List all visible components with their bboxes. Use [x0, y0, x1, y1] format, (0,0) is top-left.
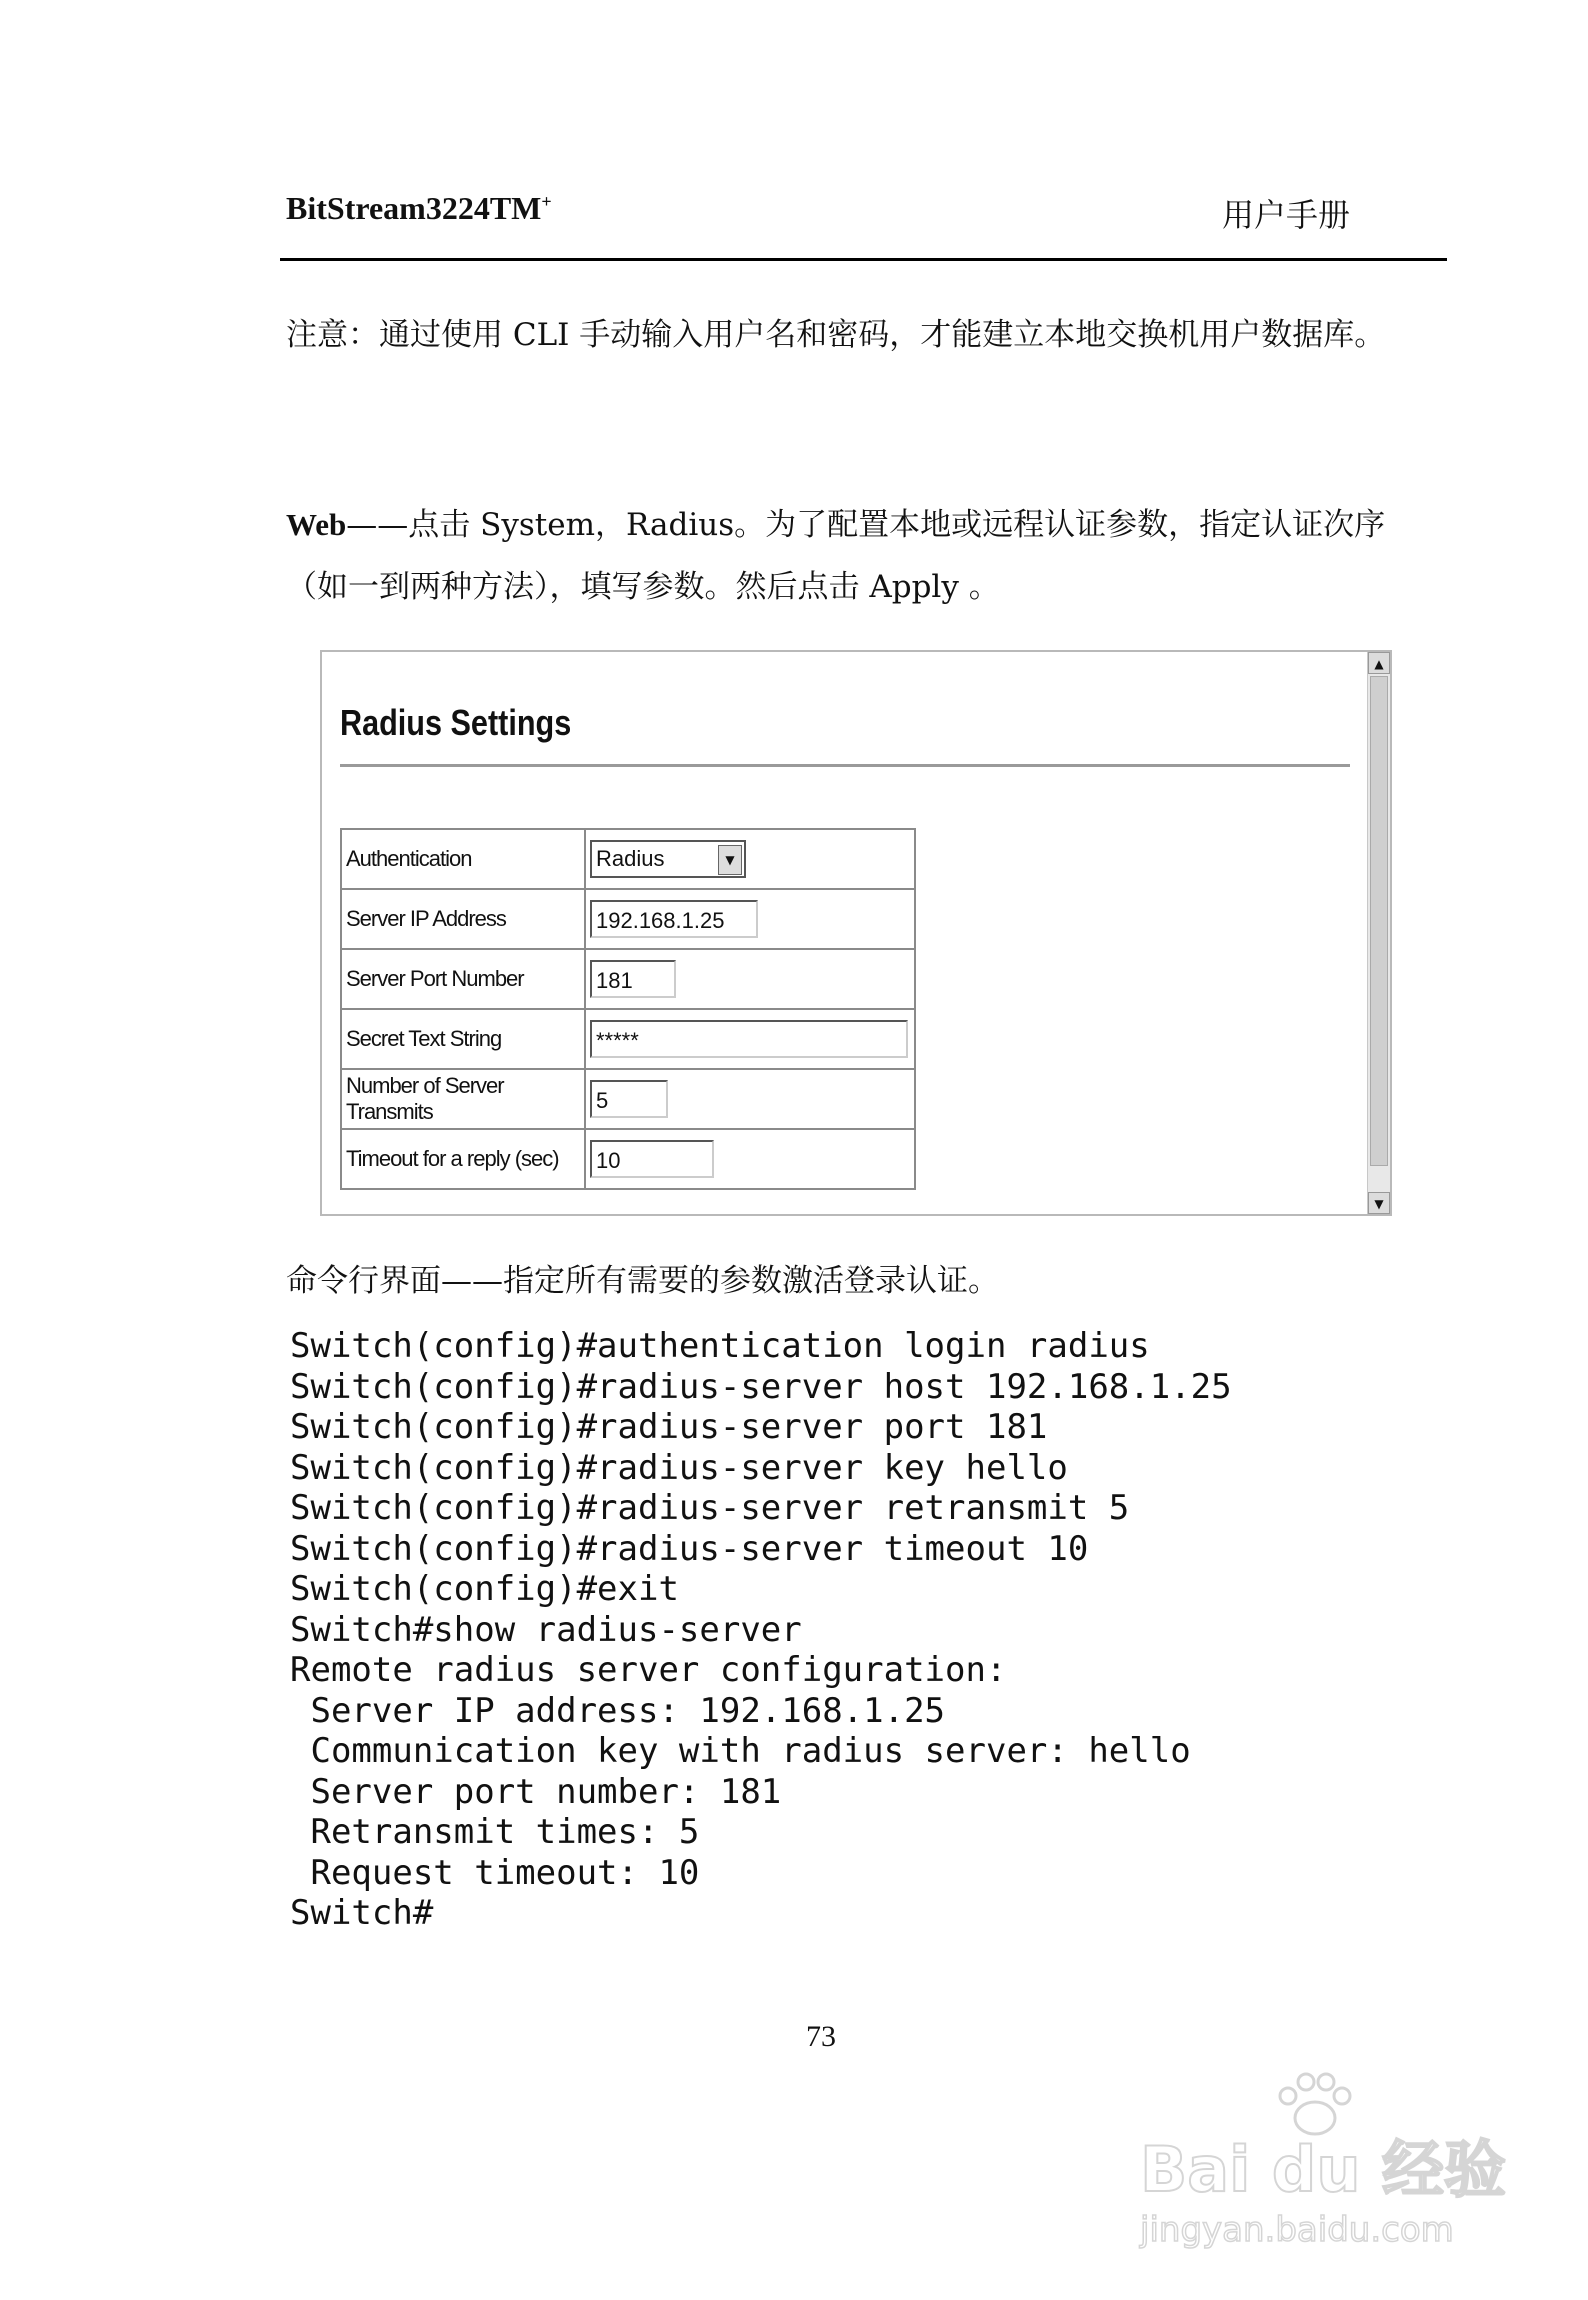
watermark-brand: Bai du 经验: [1140, 2133, 1507, 2206]
cli-line: Switch(config)#radius-server port 181: [290, 1407, 1048, 1447]
watermark-url: jingyan.baidu.com: [1140, 2210, 1454, 2250]
server-transmits-input[interactable]: 5: [590, 1080, 668, 1118]
radius-settings-table: [340, 828, 916, 1190]
header-product-name: [286, 190, 552, 227]
header-divider: [280, 258, 1447, 261]
header-manual-title: 用户手册: [1222, 196, 1351, 234]
secret-text-input[interactable]: *****: [590, 1020, 908, 1058]
vertical-scrollbar[interactable]: [1367, 652, 1390, 1214]
cli-line: Switch(config)#radius-server retransmit 5: [290, 1488, 1130, 1528]
timeout-input[interactable]: 10: [590, 1140, 714, 1178]
cli-line: Request timeout: 10: [290, 1852, 700, 1893]
cli-line: Switch(config)#exit: [290, 1569, 679, 1609]
timeout-label: Timeout for a reply (sec): [341, 1129, 585, 1189]
title-divider: [340, 764, 1350, 767]
cli-output: [290, 1326, 1232, 1934]
web-instructions-text: ——点击 System，Radius。为了配置本地或远程认证参数，指定认证次序（如一到两种方法），填写参数。然后点击 Apply 。: [286, 507, 1386, 605]
cli-line: Switch#: [290, 1893, 434, 1933]
secret-text-label: Secret Text String: [341, 1009, 585, 1069]
scroll-up-icon[interactable]: ▲: [1368, 652, 1390, 674]
table-row: [341, 949, 915, 1009]
chevron-down-icon[interactable]: ▼: [718, 845, 742, 875]
radius-settings-title: Radius Settings: [340, 702, 572, 743]
server-ip-input[interactable]: 192.168.1.25: [590, 900, 758, 938]
server-port-label: Server Port Number: [341, 949, 585, 1009]
cli-line: Switch(config)#radius-server timeout 10: [290, 1528, 1089, 1569]
cli-line: Retransmit times: 5: [290, 1812, 700, 1852]
product-superscript: +: [541, 191, 552, 212]
server-ip-label: Server IP Address: [341, 889, 585, 949]
cli-line: Switch#show radius-server: [290, 1609, 802, 1650]
cli-line: Switch(config)#radius-server key hello: [290, 1447, 1068, 1488]
authentication-label: Authentication: [341, 829, 585, 889]
table-row: [341, 1129, 915, 1189]
scroll-down-icon[interactable]: ▼: [1368, 1192, 1390, 1214]
cli-line: Switch(config)#radius-server host 192.168.1.25: [290, 1366, 1232, 1407]
note-paragraph: 注意：通过使用 CLI 手动输入用户名和密码，才能建立本地交换机用户数据库。: [286, 317, 1386, 353]
authentication-select[interactable]: [590, 840, 746, 878]
cli-line: Server port number: 181: [290, 1771, 782, 1812]
baidu-watermark: [1130, 2070, 1560, 2270]
table-row: [341, 1009, 915, 1069]
cli-line: Communication key with radius server: hello: [290, 1731, 1191, 1771]
radius-settings-screenshot: [320, 650, 1392, 1216]
product-name: BitStream3224TM: [286, 190, 542, 226]
scrollbar-thumb[interactable]: [1370, 676, 1388, 1166]
table-row: [341, 829, 915, 889]
page-number: 73: [806, 2020, 836, 2053]
web-label: Web: [286, 507, 347, 542]
cli-line: Switch(config)#authentication login radius: [290, 1326, 1150, 1366]
cli-line: Server IP address: 192.168.1.25: [290, 1690, 946, 1731]
table-row: [341, 889, 915, 949]
server-port-input[interactable]: 181: [590, 960, 676, 998]
cli-line: Remote radius server configuration:: [290, 1650, 1007, 1690]
cli-intro: 命令行界面——指定所有需要的参数激活登录认证。: [286, 1263, 999, 1299]
web-instructions: [286, 494, 1436, 618]
table-row: [341, 1069, 915, 1129]
authentication-value: Radius: [596, 846, 665, 871]
server-transmits-label: Number of Server Transmits: [341, 1069, 585, 1129]
